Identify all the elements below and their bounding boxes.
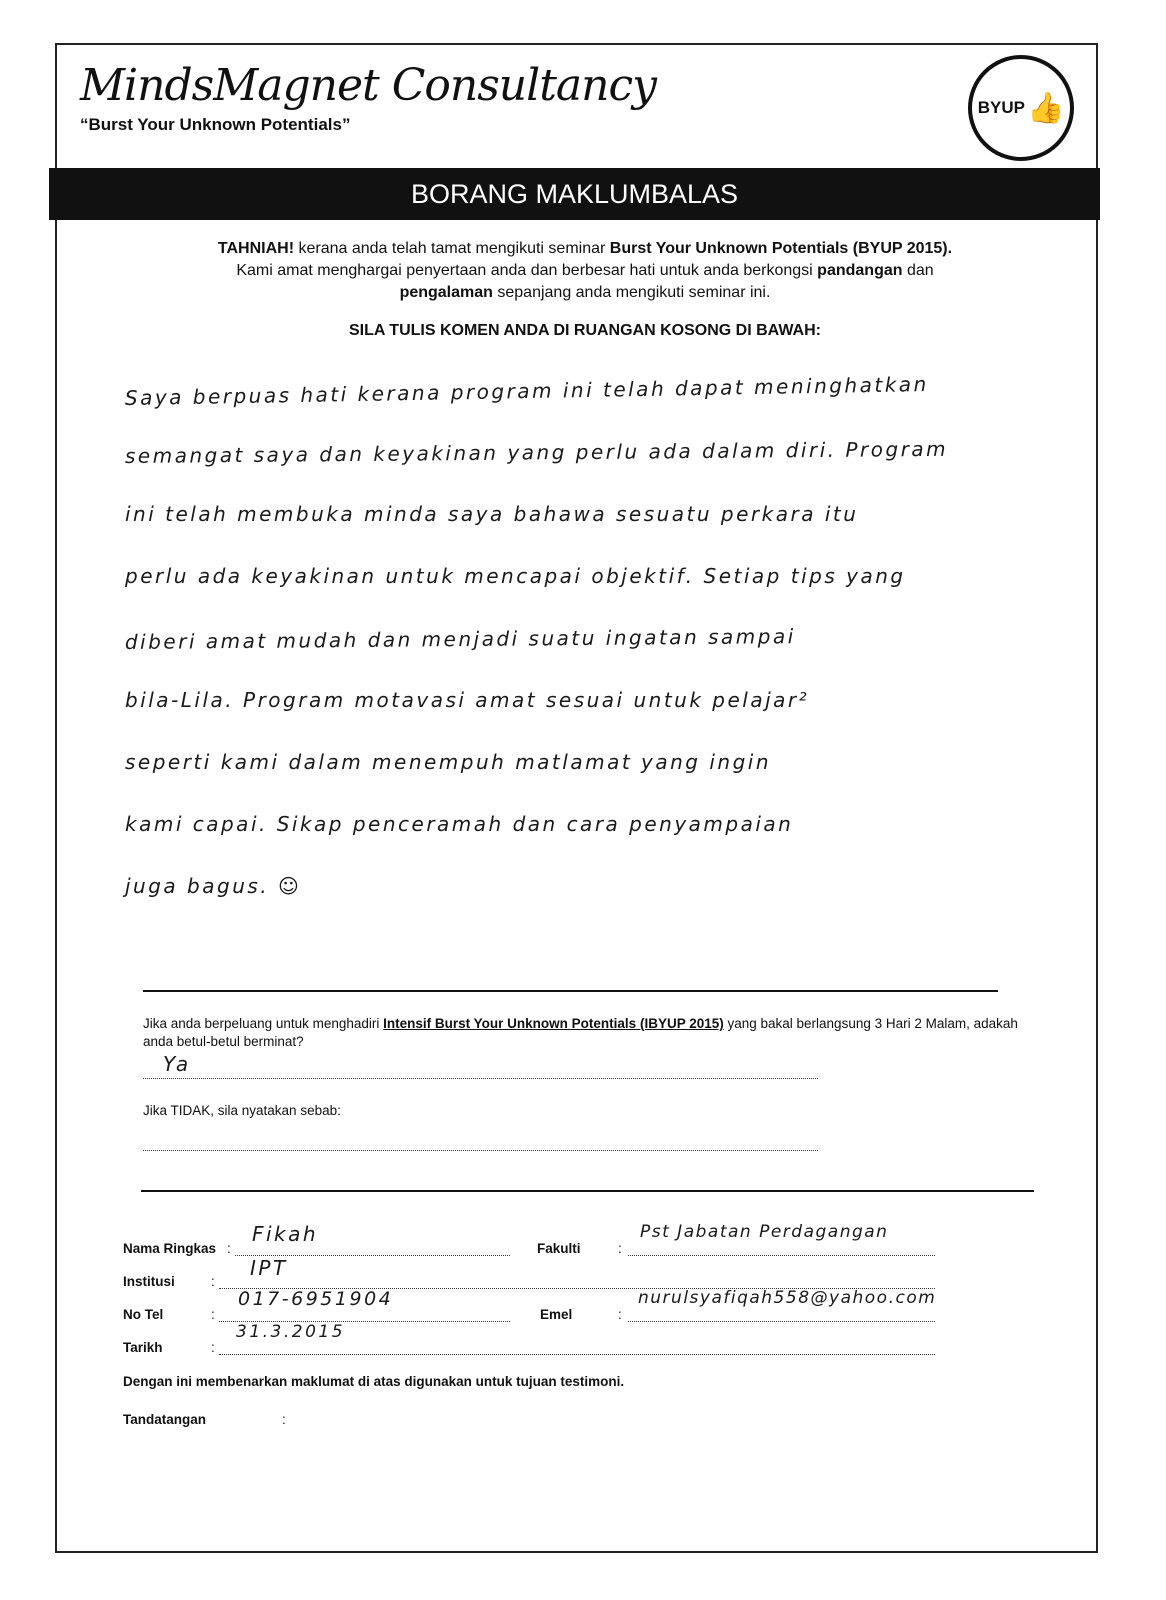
form-title-banner: BORANG MAKLUMBALAS xyxy=(49,168,1100,220)
institution-value[interactable]: IPT xyxy=(250,1256,288,1280)
byup-badge xyxy=(968,55,1074,161)
phone-value[interactable]: 017-6951904 xyxy=(238,1288,394,1310)
intro-text: dan xyxy=(902,262,934,279)
email-line xyxy=(628,1321,935,1322)
comment-line: juga bagus. ☺ xyxy=(125,874,302,898)
faculty-label: Fakulti xyxy=(537,1241,581,1256)
intro-event-name: Burst Your Unknown Potentials (BYUP 2015). xyxy=(609,240,953,257)
date-label: Tarikh xyxy=(123,1340,163,1355)
colon: : xyxy=(282,1412,286,1427)
email-label: Emel xyxy=(540,1307,573,1322)
comment-instruction: SILA TULIS KOMEN ANDA DI RUANGAN KOSONG DI BAWAH: xyxy=(349,322,821,339)
faculty-value[interactable]: Pst Jabatan Perdagangan xyxy=(640,1222,889,1242)
interest-question xyxy=(143,1015,1023,1051)
answer-line xyxy=(143,1078,818,1079)
question-text: Jika anda berpeluang untuk menghadiri xyxy=(143,1016,384,1031)
intro-bold: pengalaman xyxy=(399,284,493,301)
institution-label: Institusi xyxy=(123,1274,175,1289)
intro-congrats: TAHNIAH! xyxy=(217,240,295,257)
name-value[interactable]: Fikah xyxy=(252,1222,319,1246)
colon: : xyxy=(618,1241,622,1256)
colon: : xyxy=(618,1307,622,1322)
intro-bold: pandangan xyxy=(817,262,903,279)
colon: : xyxy=(227,1241,231,1256)
date-line xyxy=(219,1354,935,1355)
comment-line: seperti kami dalam menempuh matlamat yang ingin xyxy=(125,750,772,774)
comment-line: kami capai. Sikap penceramah dan cara penyampaian xyxy=(125,812,794,836)
section-divider xyxy=(141,1190,1034,1192)
question-event-name: Intensif Burst Your Unknown Potentials (IBYUP 2015) xyxy=(383,1016,724,1031)
comment-line: Saya berpuas hati kerana program ini telah dapat meninghatkan xyxy=(124,372,929,411)
intro-text: Kami amat menghargai penyertaan anda dan berbesar hati untuk anda berkongsi xyxy=(236,262,818,279)
date-value[interactable]: 31.3.2015 xyxy=(236,1322,346,1342)
testimonial-consent: Dengan ini membenarkan maklumat di atas digunakan untuk tujuan testimoni. xyxy=(123,1374,625,1389)
answer-line xyxy=(143,1150,818,1151)
comment-line: diberi amat mudah dan menjadi suatu ingatan sampai xyxy=(124,624,796,655)
section-divider xyxy=(143,990,998,992)
comment-line: bila-Lila. Program motavasi amat sesuai untuk pelajar² xyxy=(125,688,810,712)
name-label: Nama Ringkas xyxy=(123,1241,217,1256)
colon: : xyxy=(211,1307,215,1322)
comment-line: perlu ada keyakinan untuk mencapai objektif. Setiap tips yang xyxy=(125,564,906,588)
intro-text: sepanjang anda mengikuti seminar ini. xyxy=(492,284,771,301)
comment-line: semangat saya dan keyakinan yang perlu ada dalam diri. Program xyxy=(124,436,949,469)
interest-answer[interactable]: Ya xyxy=(163,1052,191,1076)
question-text: yang bakal berlangsung 3 Hari 2 Malam, adakah anda betul-betul berminat? xyxy=(143,1016,1018,1049)
intro-paragraph xyxy=(120,238,1050,304)
badge-text: BYUP xyxy=(977,98,1025,117)
intro-text: kerana anda telah tamat mengikuti seminar xyxy=(294,240,610,257)
email-value[interactable]: nurulsyafiqah558@yahoo.com xyxy=(638,1288,937,1308)
thumbs-up-icon: 👍 xyxy=(1026,91,1065,125)
colon: : xyxy=(211,1340,215,1355)
faculty-line xyxy=(628,1255,935,1256)
signature-label: Tandatangan xyxy=(123,1412,207,1427)
company-logo-title: MindsMagnet Consultancy xyxy=(80,60,656,111)
company-tagline: “Burst Your Unknown Potentials” xyxy=(80,115,351,134)
if-no-label: Jika TIDAK, sila nyatakan sebab: xyxy=(143,1103,341,1118)
phone-label: No Tel xyxy=(123,1307,164,1322)
comment-line: ini telah membuka minda saya bahawa sesuatu perkara itu xyxy=(125,502,859,526)
colon: : xyxy=(211,1274,215,1289)
comment-area[interactable] xyxy=(125,370,1045,928)
